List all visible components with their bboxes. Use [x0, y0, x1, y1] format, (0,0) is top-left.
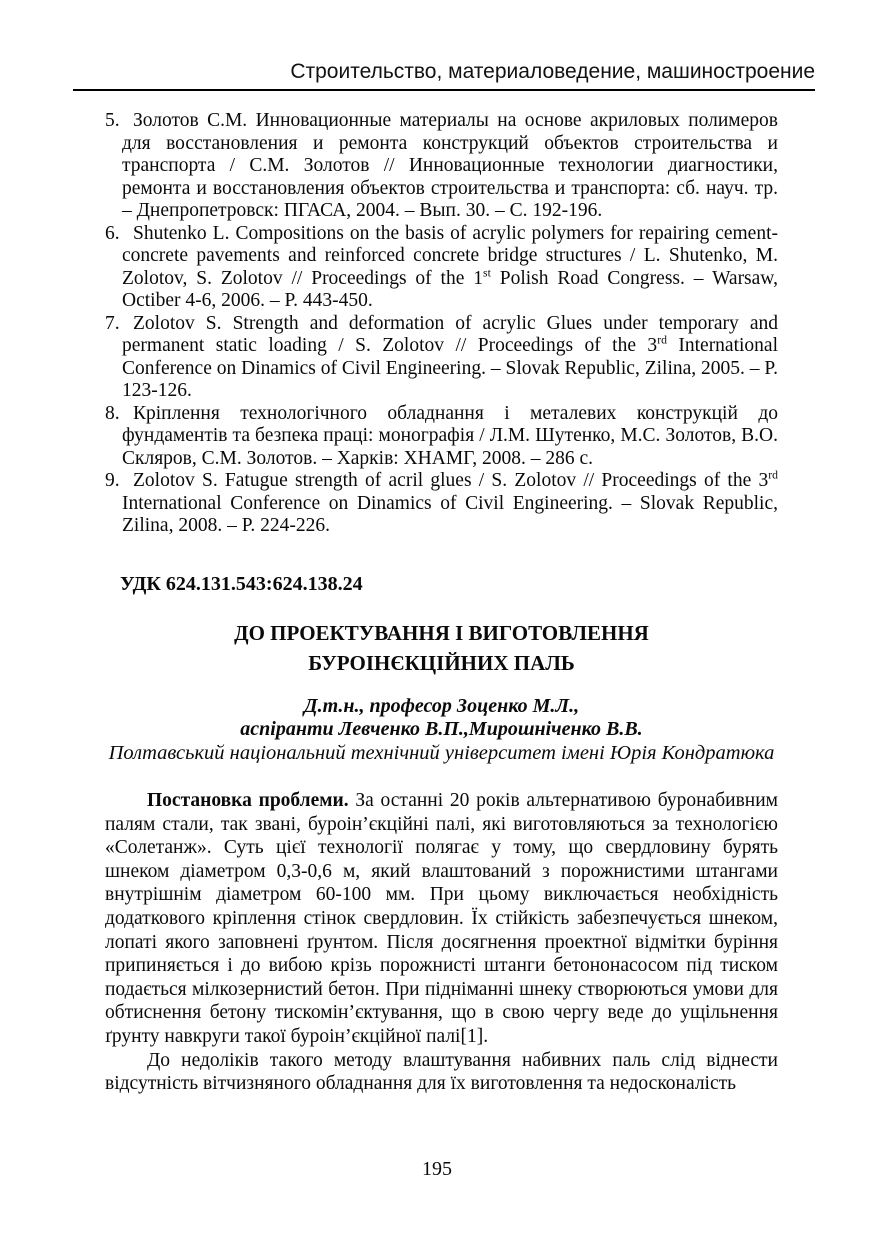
author-line-2: аспіранти Левченко В.П.,Мирошніченко В.В. [240, 718, 643, 740]
authors-block [105, 695, 778, 742]
reference-text: Zolotov S. Fatugue strength of acril glues / S. Zolotov // Proceedings of the 3rd International Conference on Dinamics of Civil Engineering. – Slovak Republic, Zilina, 2008. – P. 224-226. [122, 468, 778, 536]
reference-number: 8. [105, 402, 120, 424]
reference-text: Zolotov S. Strength and deformation of acrylic Glues under temporary and permanent static loading / S. Zolotov // Proceedings of the 3rd International Conference on Dinamics of Civil Engineering. – Slovak Republic, Zilina, 2005. – P. 123-126. [122, 312, 778, 401]
affiliation: Полтавський національний технічний університет імені Юрія Кондратюка [108, 741, 775, 764]
page-number: 195 [422, 1158, 452, 1180]
paragraph-lead: Постановка проблеми. [147, 790, 349, 811]
reference-text: Золотов С.М. Инновационные материалы на основе акриловых полимеров для восстановления и ремонта конструкций объектов строительства и транспорта / С.М. Золотов // Инновационные технологии диагностики, ремонта и восстановления объектов строительства и транспорта: сб. науч. тр. – Днепропетровск: ПГАСА, 2004. – Вып. 30. – С. 192-196. [122, 110, 778, 221]
reference-item [105, 110, 778, 223]
reference-item [105, 470, 778, 538]
article-title-line2: БУРОІНЄКЦІЙНИХ ПАЛЬ [308, 650, 575, 675]
header-rule [73, 89, 815, 91]
reference-item [105, 223, 778, 313]
udc-code: УДК 624.131.543:624.138.24 [120, 572, 363, 595]
reference-number: 6. [105, 222, 120, 244]
author-line-1: Д.т.н., професор Зоценко М.Л., [303, 694, 580, 717]
reference-number: 5. [105, 110, 120, 131]
body-paragraph: Постановка проблеми. За останні 20 років альтернативою буронабивним палям стали, так звані, буроін’єкційні палі, які виготовляються за технологією «Солетанж». Суть цієї технології полягає у тому, що свердловину бурять шнеком діаметром 0,3-0,6 м, який влаштований з порожнистими штангами внутрішнім діаметром 60-100 мм. При цьому виключається необхідність додаткового кріплення стінок свердловин. Їх стійкість забезпечується шнеком, лопаті якого заповнені ґрунтом. Після досягнення проектної відмітки буріння припиняється і до вибою крізь порожнисті штанги бетононасосом під тиском подається мілкозернистий бетон. При підніманні шнеку створюються умови для обтиснення бетону тискомін’єктування, що в свою чергу веде до ущільнення ґрунту навкруги такої буроін’єкційної палі[1]. [105, 790, 778, 1047]
body-paragraph: До недоліків такого методу влаштування набивних паль слід віднести відсутність вітчизняного обладнання для їх виготовлення та недосконалість [105, 1049, 778, 1095]
running-header-text: Строительство, материаловедение, машиностроение [290, 60, 815, 83]
reference-text: Shutenko L. Compositions on the basis of acrylic polymers for repairing cement-concrete pavements and reinforced concrete bridge structures / L. Shutenko, M. Zolotov, S. Zolotov // Proceedings of the 1st Polish Road Congress. – Warsaw, Octiber 4-6, 2006. – P. 443-450. [122, 222, 778, 311]
article-title-line1: ДО ПРОЕКТУВАННЯ І ВИГОТОВЛЕННЯ [234, 620, 649, 645]
ordinal-superscript: st [483, 266, 491, 279]
article-title [105, 618, 778, 678]
ordinal-superscript: rd [768, 468, 778, 482]
ordinal-superscript: rd [657, 333, 667, 347]
reference-text: Кріплення технологічного обладнання і металевих конструкцій до фундаментів та безпека праці: монографія / Л.М. Шутенко, М.С. Золотов, В.О. Скляров, С.М. Золотов. – Харків: ХНАМГ, 2008. – 286 с. [122, 402, 778, 469]
reference-number: 7. [105, 312, 120, 334]
running-header [73, 58, 815, 91]
page-content [105, 110, 778, 1096]
reference-list [105, 110, 778, 538]
reference-item [105, 403, 778, 471]
reference-item [105, 313, 778, 403]
reference-number: 9. [105, 470, 120, 491]
article-body [105, 789, 778, 1096]
